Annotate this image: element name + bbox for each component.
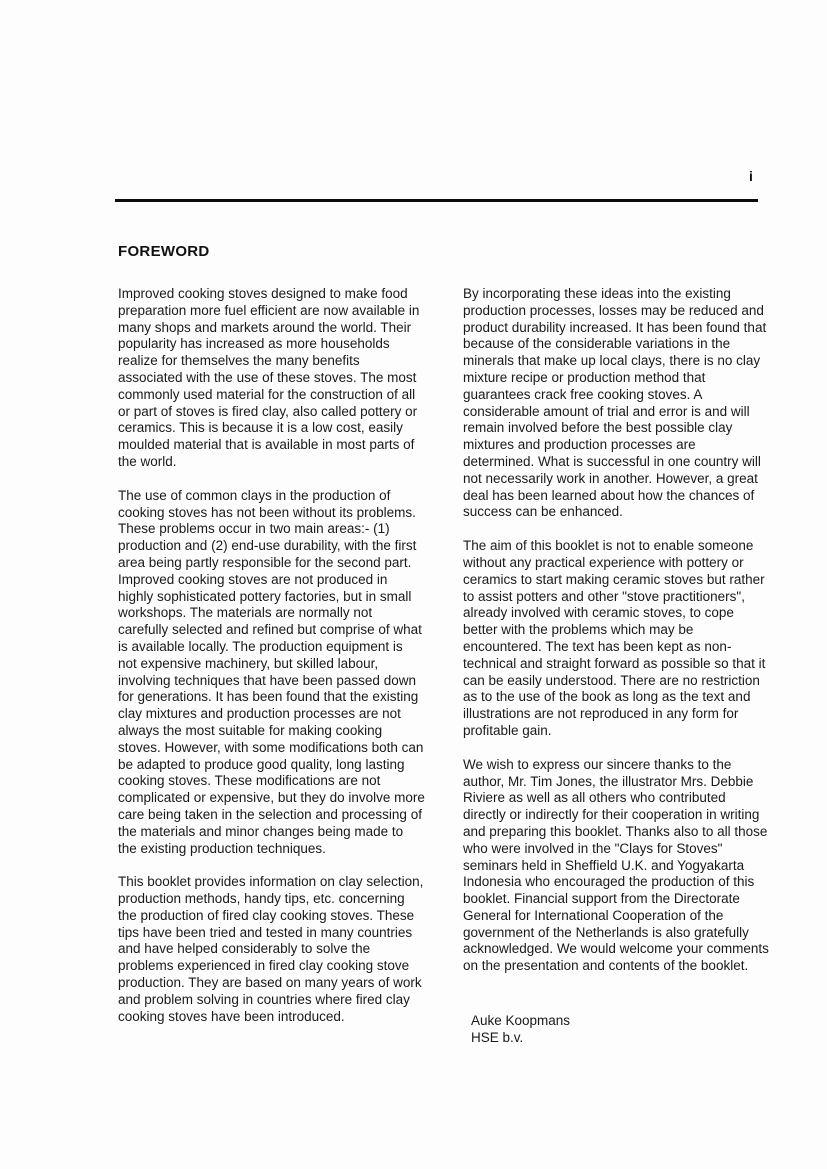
paragraph: The aim of this booklet is not to enable someone without any practical experience with pottery or ceramics to start making ceramic stoves but rather to assist potters and other "stove practitioners", already involved with ceramic stoves, to cope better with the problems which may be encountered. The text has been kept as non-technical and straight forward as possible so that it can be easily understood. There are no restriction as to the use of the book as long as the text and illustrations are not reproduced in any form for profitable gain. xyxy=(463,538,766,738)
signature-block xyxy=(463,1013,770,1047)
paragraph: Improved cooking stoves designed to make food preparation more fuel efficient are now available in many shops and markets around the world. Their popularity has increased as more households realize for themselves the many benefits associated with the use of these stoves. The most commonly used material for the construction of all or part of stoves is fired clay, also called pottery or ceramics. This is because it is a low cost, easily moulded material that is available in most parts of the world. xyxy=(118,286,420,469)
two-column-body xyxy=(118,286,773,1047)
paragraph: This booklet provides information on clay selection, production methods, handy tips, etc. concerning the production of fired clay cooking stoves. These tips have been tried and tested in many countries and have helped considerably to solve the problems experienced in fired clay cooking stove production. They are based on many years of work and problem solving in countries where fired clay cooking stoves have been introduced. xyxy=(118,874,424,1024)
paragraph: By incorporating these ideas into the existing production processes, losses may be reduced and product durability increased. It has been found that because of the considerable variations in the minerals that make up local clays, there is no clay mixture recipe or production method that guarantees crack free cooking stoves. A considerable amount of trial and error is and will remain involved before the best possible clay mixtures and production processes are determined. What is successful in one country will not necessarily work in another. However, a great deal has been learned about how the chances of success can be enhanced. xyxy=(463,286,767,520)
left-column xyxy=(118,286,425,1047)
page-number: i xyxy=(749,168,753,184)
signature-name: Auke Koopmans xyxy=(471,1013,571,1029)
page-title: FOREWORD xyxy=(118,243,210,260)
header-rule xyxy=(115,199,758,202)
paragraph: The use of common clays in the production of cooking stoves has not been without its problems. These problems occur in two main areas:- (1) production and (2) end-use durability, with the first area being partly responsible for the second part. Improved cooking stoves are not produced in highly sophisticated pottery factories, but in small workshops. The materials are normally not carefully selected and refined but comprise of what is available locally. The production equipment is not expensive machinery, but skilled labour, involving techniques that have been passed down for generations. It has been found that the existing clay mixtures and production processes are not always the most suitable for making cooking stoves. However, with some modifications both can be adapted to produce good quality, long lasting cooking stoves. These modifications are not complicated or expensive, but they do involve more care being taken in the selection and processing of the materials and minor changes being made to the existing production techniques. xyxy=(118,487,425,856)
paragraph: We wish to express our sincere thanks to the author, Mr. Tim Jones, the illustrator Mrs. Debbie Riviere as well as all others who contributed directly or indirectly for their cooperation in writing and preparing this booklet. Thanks also to all those who were involved in the "Clays for Stoves" seminars held in Sheffield U.K. and Yogyakarta Indonesia who encouraged the production of this booklet. Financial support from the Directorate General for International Cooperation of the government of the Netherlands is also gratefully acknowledged. We would welcome your comments on the presentation and contents of the booklet. xyxy=(463,756,769,974)
signature-organization: HSE b.v. xyxy=(471,1029,524,1045)
right-column xyxy=(463,286,770,1047)
